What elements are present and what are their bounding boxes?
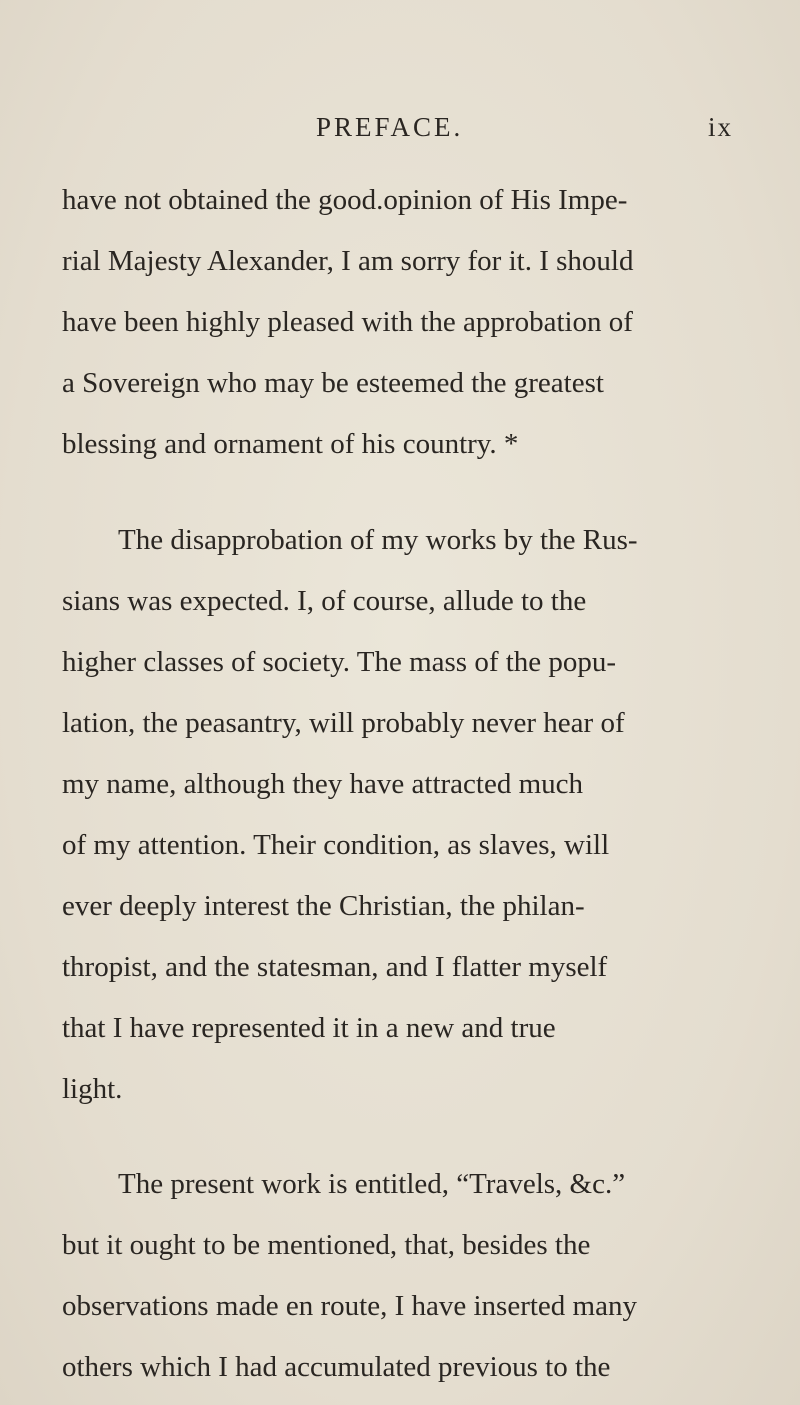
line-content: observations made en route, I have inserted many [62, 1290, 637, 1322]
line-content: lation, the peasantry, will probably never hear of [62, 707, 625, 739]
line-content: of my attention. Their condition, as slaves, will [62, 829, 610, 861]
line-content: blessing and ornament of his country. * [62, 428, 519, 460]
line-content: a Sovereign who may be esteemed the greatest [62, 367, 604, 399]
page-header [0, 112, 800, 152]
line-content: my name, although they have attracted much [62, 768, 584, 800]
line-content: have been highly pleased with the approbation of [62, 306, 633, 338]
line-content: rial Majesty Alexander, I am sorry for it. I should [62, 245, 634, 277]
page-number: ix [708, 112, 734, 142]
line-content: light. [62, 1073, 123, 1105]
line-content: sians was expected. I, of course, allude to the [62, 585, 587, 617]
line-content: others which I had accumulated previous to the [62, 1351, 611, 1383]
line-content: The disapprobation of my works by the Rus- [118, 524, 638, 556]
line-content: ever deeply interest the Christian, the philan- [62, 890, 585, 922]
line-content: but it ought to be mentioned, that, besides the [62, 1229, 591, 1261]
line-content: have not obtained the good.opinion of His Impe- [62, 184, 628, 216]
line-content: higher classes of society. The mass of the popu- [62, 646, 617, 678]
line-content: The present work is entitled, “Travels, &c.” [118, 1168, 626, 1200]
line-content: that I have represented it in a new and true [62, 1012, 556, 1044]
line-content: thropist, and the statesman, and I flatter myself [62, 951, 608, 983]
running-title: PREFACE. [316, 112, 464, 142]
